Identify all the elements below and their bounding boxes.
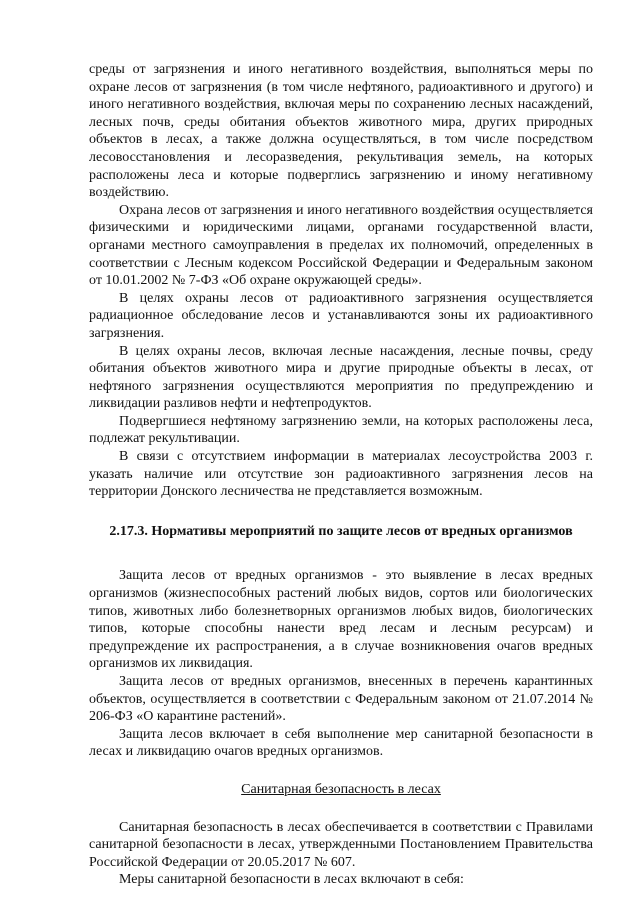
paragraph-pollution-measures: среды от загрязнения и иного негативного воздействия, выполняться меры по охране лесов от загрязнения (в том числе нефтяного, радиоактивного и другого) и иного негативного воздействия, включая меры по сохранению лесных насаждений, лесных почв, среды обитания объектов животного мира, других природных объектов в лесах, а также должна осуществляться, в том числе посредством лесовосстановления и лесоразведения, рекультивация земель, на которых расположены леса и которые подверглись загрязнению и иному негативному воздействию.	[89, 62, 593, 201]
paragraph-radioactive-zones-info: В связи с отсутствием информации в материалах лесоустройства 2003 г. указать наличие или отсутствие зон радиоактивного загрязнения лесов на территории Донского лесничества не представляется возможным.	[89, 449, 593, 500]
section-heading: 2.17.3. Нормативы мероприятий по защите лесов от вредных организмов	[109, 523, 573, 539]
page-content	[89, 61, 593, 889]
harmful-organisms-section	[89, 567, 593, 761]
sanitary-safety-section	[89, 819, 593, 889]
paragraph-protection-includes: Защита лесов включает в себя выполнение мер санитарной безопасности в лесах и ликвидацию очагов вредных организмов.	[89, 726, 593, 760]
paragraph-land-recultivation: Подвергшиеся нефтяному загрязнению земли, на которых расположены леса, подлежат рекультивации.	[89, 413, 593, 447]
paragraph-oil-pollution-protection: В целях охраны лесов, включая лесные насаждения, лесные почвы, среду обитания объектов животного мира и другие природные объекты в лесах, от нефтяного загрязнения осуществляются мероприятия по предупреждению и ликвидации разливов нефти и нефтепродуктов.	[89, 343, 593, 412]
paragraph-sanitary-measures-intro: Меры санитарной безопасности в лесах включают в себя:	[119, 872, 464, 888]
paragraph-protection-responsibility: Охрана лесов от загрязнения и иного негативного воздействия осуществляется физическими и юридическими лицами, органами государственной власти, органами местного самоуправления в пределах их полномочий, определенных в соответствии с Лесным кодексом Российской Федерации и Федеральным законом от 10.01.2002 № 7-ФЗ «Об охране окружающей среды».	[89, 202, 593, 289]
paragraph-radioactive-protection: В целях охраны лесов от радиоактивного загрязнения осуществляется радиационное обследование лесов и устанавливаются зоны их радиоактивного загрязнения.	[89, 290, 593, 341]
forest-pollution-protection-section	[89, 61, 593, 501]
paragraph-harmful-organisms-definition: Защита лесов от вредных организмов - это выявление в лесах вредных организмов (жизнеспособных растений любых видов, сортов или биологических типов, животных либо болезнетворных организмов любых видов, биологических типов, которые способны нанести вред лесам и лесным ресурсам) и предупреждение их распространения, а в случае возникновения очагов вредных организмов их ликвидация.	[89, 568, 593, 672]
paragraph-quarantine-objects: Защита лесов от вредных организмов, внесенных в перечень карантинных объектов, осуществляется в соответствии с Федеральным законом от 21.07.2014 № 206-ФЗ «О карантине растений».	[89, 674, 593, 725]
sanitary-safety-subheading: Санитарная безопасность в лесах	[241, 781, 441, 797]
paragraph-sanitary-rules: Санитарная безопасность в лесах обеспечивается в соответствии с Правилами санитарной безопасности в лесах, утвержденными Постановлением Правительства Российской Федерации от 20.05.2017 № 607.	[89, 819, 593, 870]
